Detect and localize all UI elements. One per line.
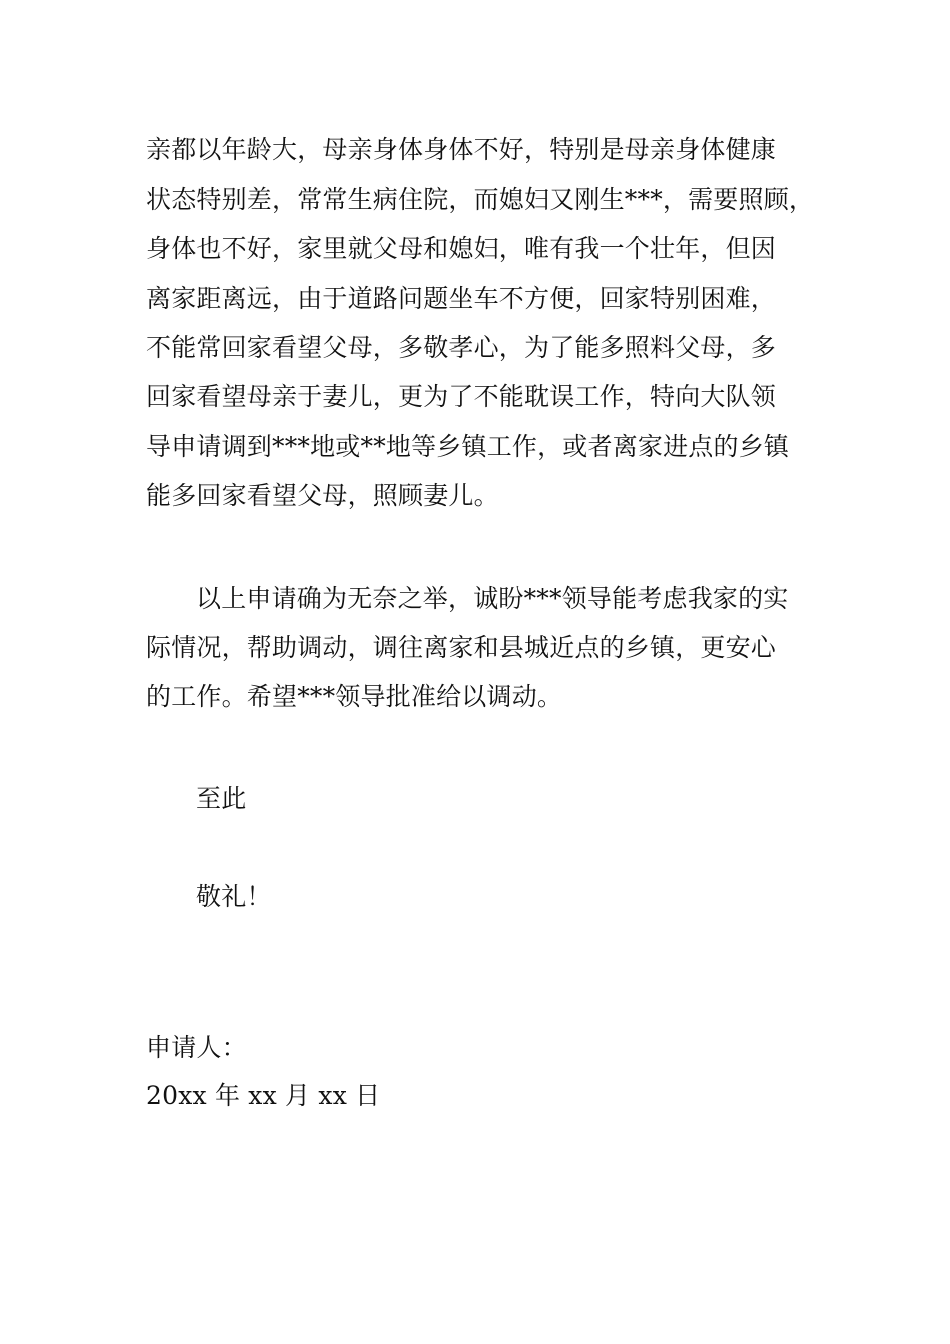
body-line: 不能常回家看望父母，多敬孝心，为了能多照料父母，多: [146, 333, 777, 362]
body-line: 状态特别差，常常生病住院，而媳妇又刚生***，需要照顾，: [146, 185, 815, 214]
closing-line-1: 至此: [196, 784, 247, 813]
body-line: 的工作。希望***领导批准给以调动。: [146, 682, 563, 711]
body-line: 亲都以年龄大，母亲身体身体不好，特别是母亲身体健康: [146, 135, 777, 164]
body-line: 以上申请确为无奈之举，诚盼***领导能考虑我家的实: [196, 584, 789, 613]
applicant-label: 申请人：: [146, 1033, 247, 1062]
closing-line-2: 敬礼！: [196, 882, 272, 911]
body-line: 离家距离远，由于道路问题坐车不方便，回家特别困难，: [146, 284, 777, 313]
date-line: 20xx 年 xx 月 xx 日: [146, 1081, 381, 1110]
body-line: 身体也不好，家里就父母和媳妇，唯有我一个壮年，但因: [146, 234, 777, 263]
body-line: 际情况，帮助调动，调往离家和县城近点的乡镇，更安心: [146, 633, 777, 662]
body-line: 能多回家看望父母，照顾妻儿。: [146, 481, 499, 510]
body-line: 导申请调到***地或**地等乡镇工作，或者离家进点的乡镇: [146, 432, 790, 461]
body-line: 回家看望母亲于妻儿，更为了不能耽误工作，特向大队领: [146, 382, 777, 411]
